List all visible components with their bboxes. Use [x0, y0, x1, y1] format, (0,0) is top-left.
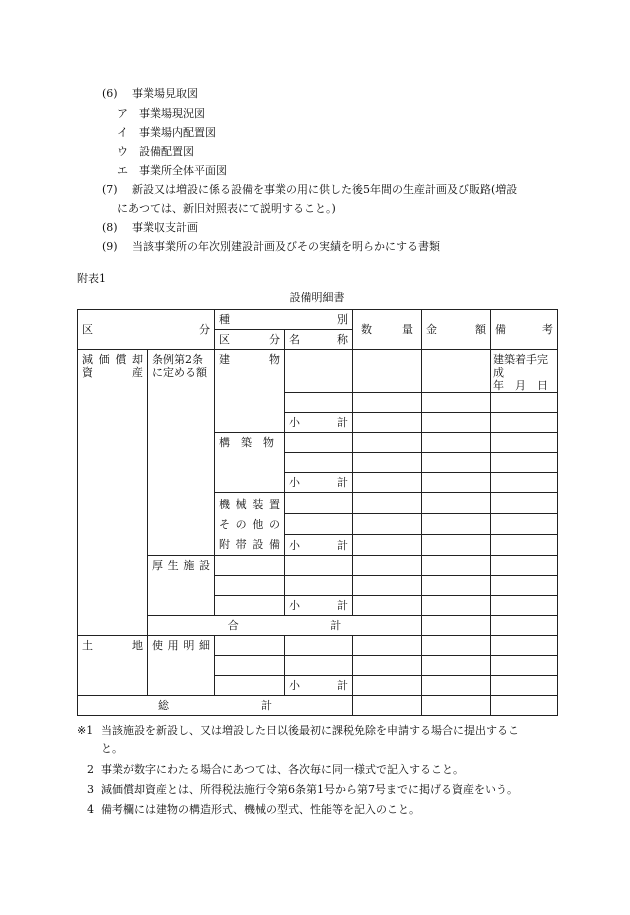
cell [422, 473, 491, 493]
cell [285, 350, 353, 393]
sub-text: 事業場内配置図 [139, 126, 216, 139]
note-2 [87, 762, 464, 778]
note-mark: ※1 [77, 724, 94, 737]
cell [422, 656, 491, 676]
cell-label: 金 [426, 323, 437, 336]
note-text: 事業が数字にわたる場合にあつては、各次毎に同一様式で記入すること。 [101, 763, 464, 776]
header-amount [422, 310, 491, 350]
cell-label: 数 [361, 323, 372, 336]
cell-label: 物 [269, 353, 280, 366]
list-text: 事業場見取図 [132, 87, 198, 100]
cell-label: 合 [227, 619, 239, 632]
cell [422, 493, 491, 514]
cell [353, 350, 422, 393]
cell-label: 小 [289, 538, 300, 552]
cell-label: 厚生施設 [152, 559, 210, 572]
cell [422, 453, 491, 473]
sub-text: 事業場現況図 [139, 107, 205, 120]
cell-label: 構 築 物 [219, 436, 274, 449]
cell [491, 453, 558, 473]
sub-text: 設備配置図 [139, 145, 194, 158]
header-remarks [491, 310, 558, 350]
sub-mark: エ [117, 164, 128, 177]
cell-label: 産 [132, 366, 143, 379]
cell [353, 696, 422, 716]
cell [353, 576, 422, 596]
cell [353, 676, 422, 696]
note-mark: 2 [87, 763, 94, 776]
cell-label: 小 [289, 416, 300, 429]
cell-label: 地 [132, 639, 143, 652]
table-title: 設備明細書 [289, 291, 345, 304]
grand-total-row-label [78, 696, 353, 716]
cell [215, 556, 285, 576]
cell [353, 393, 422, 413]
sub-item-u [117, 145, 194, 159]
note-text: 当該施設を新設し、又は増設した日以後最初に課税免除を申請する場合に提出するこ [101, 724, 519, 737]
cell [353, 535, 422, 556]
header-type [215, 310, 353, 330]
cell [285, 576, 353, 596]
cell-label: 計 [330, 619, 342, 632]
cell [491, 493, 558, 514]
cell [285, 453, 353, 473]
cell-label: に定める額 [152, 366, 207, 379]
cell-label: 附帯設備 [219, 538, 280, 551]
cell-label: 計 [261, 699, 272, 712]
cell-label: 考 [542, 323, 553, 336]
cell-label: 種 [219, 313, 230, 326]
cell [491, 514, 558, 535]
remarks-construction-dates [491, 350, 558, 393]
list-item-7-continuation: にあつては、新旧対照表にて説明すること。) [117, 202, 336, 215]
cell [285, 556, 353, 576]
subtotal-cell [285, 473, 353, 493]
cell-label: 建 [219, 353, 230, 366]
cell [215, 596, 285, 616]
cell [353, 596, 422, 616]
sub-text: 事業所全体平面図 [139, 164, 227, 177]
depreciable-assets-cell [78, 350, 148, 636]
cell [422, 433, 491, 453]
cell [422, 556, 491, 576]
sub-item-a [117, 107, 205, 121]
list-item-6 [102, 87, 198, 101]
cell-label: 区 [82, 323, 93, 336]
list-text: 事業収支計画 [132, 221, 198, 234]
cell [422, 576, 491, 596]
subtotal-cell [285, 676, 353, 696]
cell-label: 年 月 日 [493, 379, 548, 392]
cell [353, 453, 422, 473]
cell [491, 696, 558, 716]
cell [422, 413, 491, 433]
cell [353, 473, 422, 493]
cell-label: 機械装置 [219, 498, 280, 511]
cell-label: 資 [82, 366, 93, 379]
cell-label: 小 [289, 599, 300, 612]
cell-label: 計 [337, 416, 348, 429]
cell [215, 576, 285, 596]
building-cell [215, 350, 285, 433]
cell [353, 636, 422, 656]
cell [215, 636, 285, 656]
cell-label: 土 [82, 639, 93, 652]
cell-label: 計 [337, 679, 348, 692]
header-classification [78, 310, 215, 350]
cell [491, 535, 558, 556]
note-mark: 3 [87, 783, 94, 796]
list-text: 当該事業所の年次別建設計画及びその実績を明らかにする書類 [132, 240, 440, 253]
usage-details-cell [148, 636, 215, 696]
cell [491, 676, 558, 696]
subtotal-cell [285, 413, 353, 433]
sub-mark: イ [117, 126, 128, 139]
cell-label: その他の [219, 518, 280, 531]
cell-label: 計 [337, 476, 348, 489]
list-number: (7) [102, 183, 118, 196]
cell [353, 656, 422, 676]
note-1-continuation: と。 [101, 742, 123, 755]
list-item-7 [102, 183, 517, 197]
cell-label: 計 [337, 599, 348, 612]
cell-label: 条例第2条 [152, 353, 203, 366]
welfare-facilities-cell [148, 556, 215, 616]
cell [491, 473, 558, 493]
cell-label: 総 [158, 699, 169, 712]
list-number: (9) [102, 240, 118, 253]
cell [491, 656, 558, 676]
cell-label: 額 [475, 323, 486, 336]
cell [353, 413, 422, 433]
cell [285, 393, 353, 413]
cell-label: 小 [289, 679, 300, 692]
list-item-8 [102, 221, 198, 235]
cell-label: 称 [337, 333, 348, 346]
cell-label: 減価償却 [82, 353, 143, 366]
total-row-label [148, 616, 422, 636]
cell [215, 676, 285, 696]
cell-label: 備 [495, 323, 506, 336]
cell [285, 493, 353, 514]
cell [491, 413, 558, 433]
cell [491, 636, 558, 656]
cell [285, 656, 353, 676]
cell [491, 556, 558, 576]
cell [353, 493, 422, 514]
cell-label: 建築着手完成 [493, 353, 548, 379]
cell [491, 596, 558, 616]
cell [422, 636, 491, 656]
cell [422, 596, 491, 616]
cell-label: 分 [269, 333, 280, 346]
cell-label: 小 [289, 476, 300, 489]
cell [422, 696, 491, 716]
cell [422, 393, 491, 413]
header-name [285, 330, 353, 350]
cell [491, 616, 558, 636]
list-item-9 [102, 240, 440, 254]
subtotal-cell [285, 596, 353, 616]
cell-label: 量 [402, 323, 413, 336]
note-mark: 4 [87, 803, 94, 816]
appendix-label: 附表1 [77, 272, 106, 285]
cell [422, 514, 491, 535]
land-cell [78, 636, 148, 696]
sub-item-e [117, 164, 227, 178]
list-text: 新設又は増設に係る設備を事業の用に供した後5年間の生産計画及び販路(増設 [132, 183, 518, 196]
list-number: (8) [102, 221, 118, 234]
cell [215, 656, 285, 676]
subtotal-cell [285, 535, 353, 556]
cell [353, 556, 422, 576]
cell-label: 区 [219, 333, 230, 346]
note-text: 備考欄には建物の構造形式、機械の型式、性能等を記入のこと。 [101, 803, 420, 816]
cell-label: 分 [199, 323, 210, 336]
cell-label: 別 [337, 313, 348, 326]
sub-mark: ウ [117, 145, 128, 158]
sub-item-i [117, 126, 216, 140]
note-3 [87, 782, 518, 798]
cell-label: 名 [289, 333, 300, 346]
structures-cell [215, 433, 285, 493]
cell [422, 616, 491, 636]
cell [422, 350, 491, 393]
ordinance-article-2-cell [148, 350, 215, 556]
cell [285, 636, 353, 656]
cell [353, 433, 422, 453]
cell [422, 676, 491, 696]
cell-label: 計 [337, 538, 348, 552]
machinery-equipment-cell [215, 493, 285, 556]
note-4 [87, 802, 420, 818]
cell [353, 514, 422, 535]
note-text: 減価償却資産とは、所得税法施行令第6条第1号から第7号までに掲げる資産をいう。 [101, 783, 518, 796]
cell [491, 576, 558, 596]
header-subclass [215, 330, 285, 350]
sub-mark: ア [117, 107, 128, 120]
header-quantity [353, 310, 422, 350]
cell [422, 535, 491, 556]
cell [285, 433, 353, 453]
note-1 [77, 723, 519, 739]
cell [285, 514, 353, 535]
cell-label: 使用明細 [152, 639, 210, 652]
list-number: (6) [102, 87, 118, 100]
cell [491, 433, 558, 453]
cell [491, 393, 558, 413]
equipment-detail-table [77, 309, 558, 716]
